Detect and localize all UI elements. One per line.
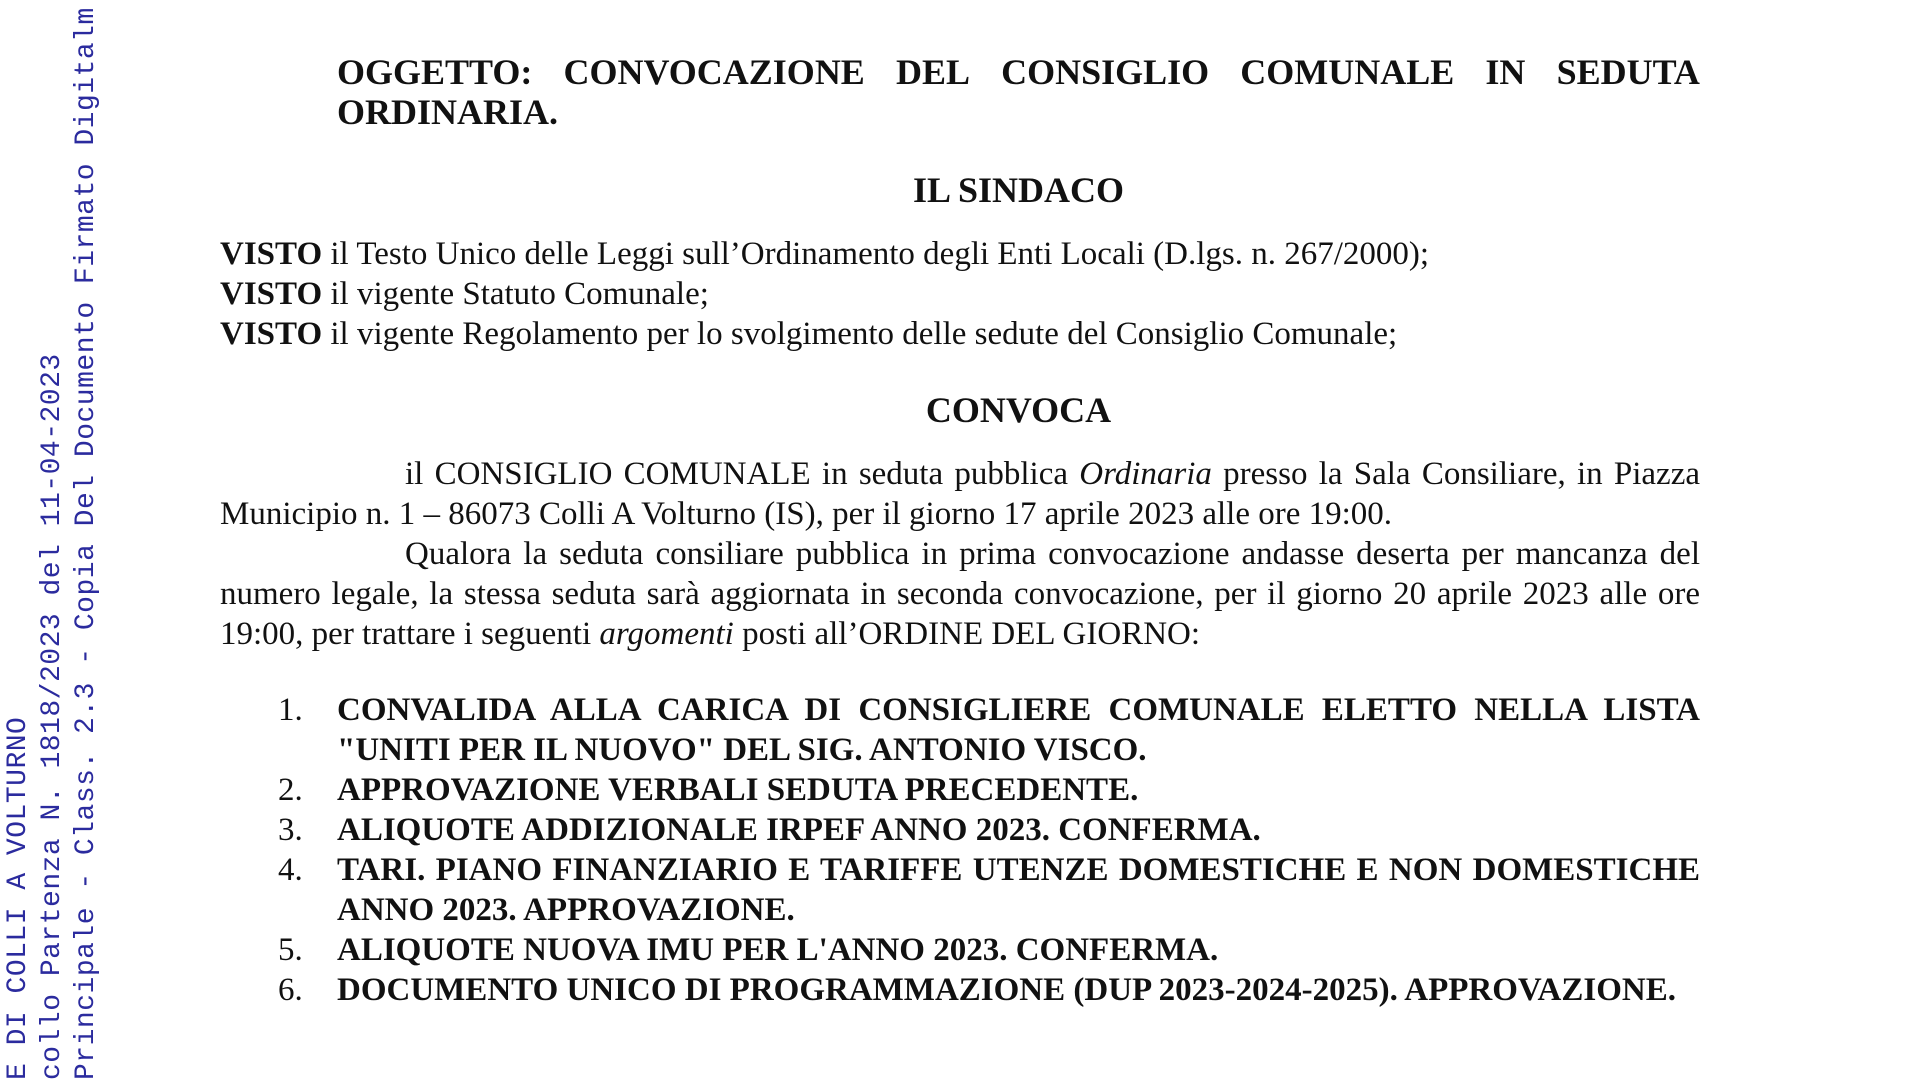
visto-line	[220, 314, 1700, 354]
stamp-line-2: collo Partenza N. 1818/2023 del 11-04-2023	[37, 353, 68, 1080]
agenda-item	[220, 810, 1700, 850]
visto-line	[220, 274, 1700, 314]
convocation-paragraph-2	[220, 534, 1700, 654]
agenda-text: CONVALIDA ALLA CARICA DI CONSIGLIERE COMUNALE ELETTO NELLA LISTA "UNITI PER IL NUOVO" DEL SIG. ANTONIO VISCO.	[337, 692, 1700, 768]
agenda-item	[220, 690, 1700, 770]
agenda-number: 1.	[278, 692, 303, 728]
visto-line	[220, 234, 1700, 274]
agenda-number: 2.	[278, 772, 303, 808]
agenda-number: 5.	[278, 932, 303, 968]
visto-text: il vigente Regolamento per lo svolgimento delle sedute del Consiglio Comunale;	[322, 316, 1398, 352]
paragraph-text: Qualora la seduta consiliare pubblica in prima convocazione andasse deserta per mancanza del numero legale, la stessa seduta sarà aggiornata in seconda convocazione, per il giorno 20 aprile 2023 alle ore 19:00, per trattare i seguenti	[220, 536, 1700, 652]
convocation-body	[220, 454, 1700, 654]
subject-line-2: ORDINARIA.	[337, 92, 559, 132]
subject-block	[337, 52, 1700, 132]
stamp-line-1: E DI COLLI A VOLTURNO	[3, 716, 34, 1080]
document-page	[220, 52, 1700, 1043]
convocation-paragraph-1	[220, 454, 1700, 534]
agenda-text: ALIQUOTE NUOVA IMU PER L'ANNO 2023. CONFERMA.	[337, 932, 1219, 968]
agenda-text: DOCUMENTO UNICO DI PROGRAMMAZIONE (DUP 2023-2024-2025). APPROVAZIONE.	[337, 972, 1676, 1008]
subject-line-1	[337, 52, 1700, 92]
paragraph-italic: argomenti	[599, 616, 734, 652]
subject-word: SEDUTA	[1556, 52, 1700, 92]
agenda-item	[220, 770, 1700, 810]
subject-word: CONVOCAZIONE	[563, 52, 865, 92]
visto-keyword: VISTO	[220, 276, 323, 312]
agenda-item	[220, 930, 1700, 970]
agenda-item	[220, 850, 1700, 930]
agenda-item	[220, 970, 1700, 1010]
agenda-list	[220, 690, 1700, 1010]
agenda-text: APPROVAZIONE VERBALI SEDUTA PRECEDENTE.	[337, 772, 1139, 808]
paragraph-text: presso la Sala Consiliare, in Piazza Municipio n. 1 – 86073 Colli A Volturno (IS), per il giorno 17 aprile 2023 alle ore 19:00.	[220, 456, 1700, 532]
subject-word: OGGETTO:	[337, 52, 533, 92]
agenda-number: 3.	[278, 812, 303, 848]
convoca-heading: CONVOCA	[925, 390, 1112, 430]
subject-word: DEL	[895, 52, 970, 92]
agenda-text: ALIQUOTE ADDIZIONALE IRPEF ANNO 2023. CONFERMA.	[337, 812, 1261, 848]
visto-text: il Testo Unico delle Leggi sull’Ordinamento degli Enti Locali (D.lgs. n. 267/2000);	[322, 236, 1430, 272]
paragraph-text: posti all’ORDINE DEL GIORNO:	[733, 616, 1201, 652]
stamp-line-3: Principale - Class. 2.3 - Copia Del Documento Firmato Digitalm	[71, 7, 102, 1080]
visto-keyword: VISTO	[220, 316, 323, 352]
visto-keyword: VISTO	[220, 236, 323, 272]
paragraph-text: il CONSIGLIO COMUNALE in seduta pubblica	[405, 456, 1080, 492]
agenda-number: 4.	[278, 852, 303, 888]
agenda-number: 6.	[278, 972, 303, 1008]
subject-word: CONSIGLIO	[1001, 52, 1210, 92]
subject-word: IN	[1485, 52, 1526, 92]
protocol-stamp	[0, 0, 110, 1080]
visto-text: il vigente Statuto Comunale;	[322, 276, 709, 312]
paragraph-italic: Ordinaria	[1079, 456, 1212, 492]
sindaco-heading: IL SINDACO	[912, 170, 1125, 210]
agenda-text: TARI. PIANO FINANZIARIO E TARIFFE UTENZE DOMESTICHE E NON DOMESTICHE ANNO 2023. APPROVAZIONE.	[337, 852, 1700, 928]
visti-list	[220, 234, 1700, 354]
subject-word: COMUNALE	[1240, 52, 1455, 92]
